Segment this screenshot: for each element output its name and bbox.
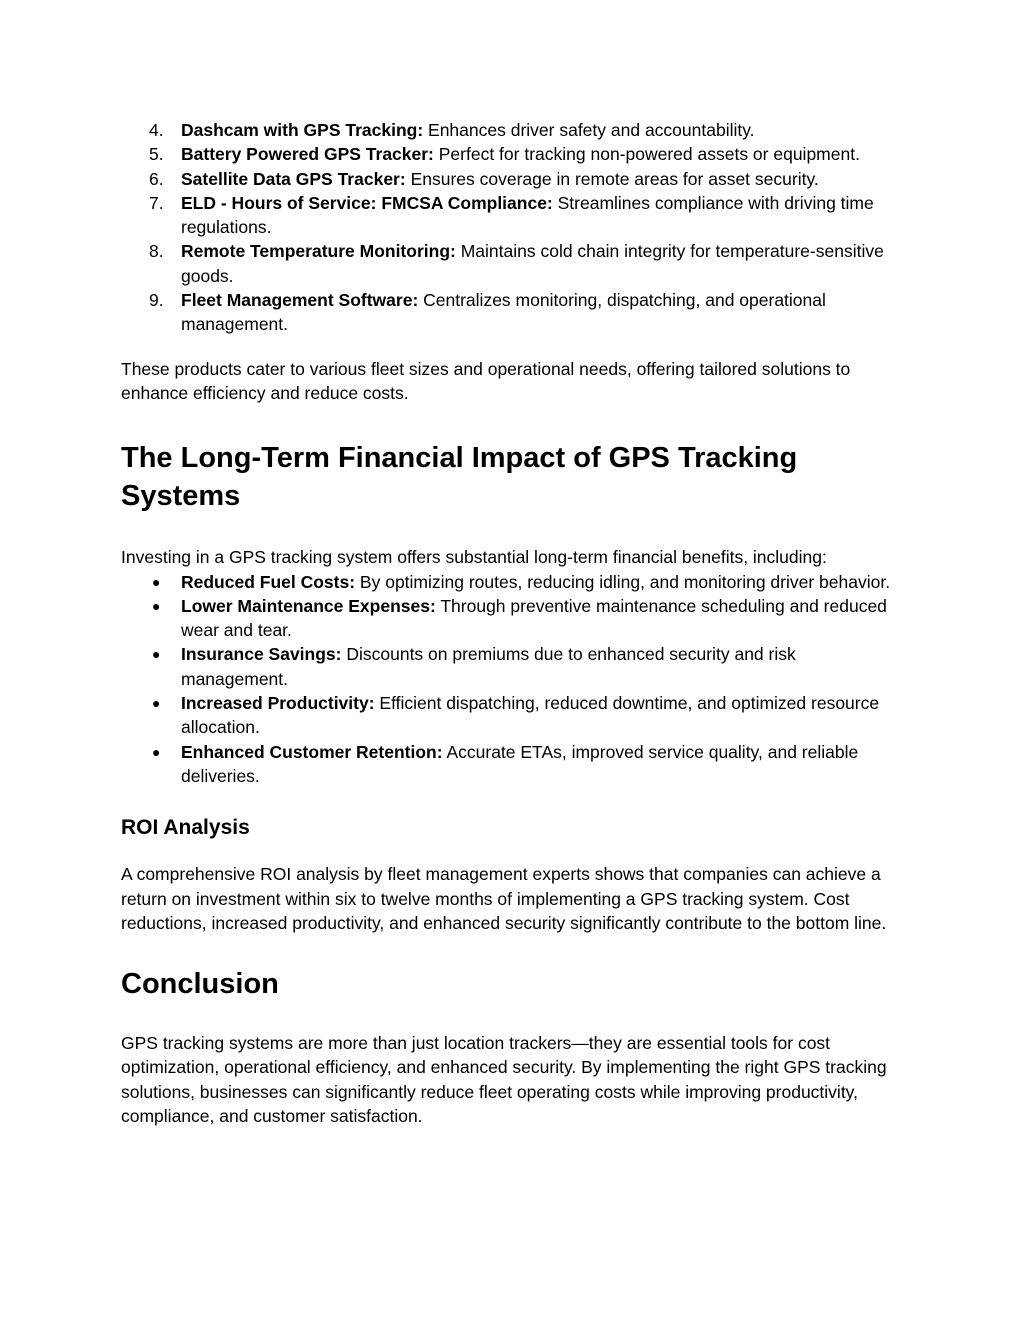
- list-item-term: Enhanced Customer Retention:: [181, 741, 443, 762]
- product-list: [121, 118, 901, 337]
- roi-analysis-heading: ROI Analysis: [121, 816, 250, 840]
- list-item-description: Perfect for tracking non-powered assets or equipment.: [433, 144, 860, 165]
- list-item-description: Maintains cold chain integrity for temperature-sensitive goods.: [181, 241, 884, 286]
- bullet-icon: ●: [152, 695, 161, 712]
- list-item-number: 8.: [149, 241, 164, 262]
- list-item-description: Enhances driver safety and accountability.: [423, 120, 755, 140]
- list-item-description: Efficient dispatching, reduced downtime, and optimized resource allocation.: [181, 693, 880, 738]
- list-item-term: Reduced Fuel Costs:: [181, 571, 356, 592]
- list-item-number: 9.: [149, 290, 164, 311]
- list-item-description: Centralizes monitoring, dispatching, and operational management.: [181, 290, 826, 335]
- bullet-icon: ●: [152, 743, 161, 760]
- list-item-term: Dashcam with GPS Tracking:: [181, 120, 424, 140]
- bullet-icon: ●: [152, 646, 161, 663]
- bullet-icon: ●: [152, 597, 161, 614]
- list-item-term: Insurance Savings:: [181, 644, 342, 665]
- list-item-description: Through preventive maintenance scheduling and reduced wear and tear.: [181, 595, 887, 641]
- financial-intro-paragraph: Investing in a GPS tracking system offers substantial long-term financial benefits, including:: [121, 547, 827, 568]
- list-item-description: By optimizing routes, reducing idling, and monitoring driver behavior.: [355, 571, 891, 592]
- list-item: [121, 118, 901, 142]
- list-item-description: Discounts on premiums due to enhanced security and risk management.: [181, 644, 796, 689]
- products-summary-paragraph: These products cater to various fleet sizes and operational needs, offering tailored solutions to enhance efficiency and reduce costs.: [121, 358, 851, 403]
- document-content: [121, 118, 901, 1128]
- conclusion-heading: Conclusion: [121, 968, 279, 1001]
- list-item-term: Fleet Management Software:: [181, 290, 419, 311]
- roi-analysis-paragraph: A comprehensive ROI analysis by fleet management experts shows that companies can achieve a return on investment within six to twelve months of implementing a GPS tracking system. Cost reductions, increased productivity, and enhanced security significantly contribute to the bottom line.: [121, 864, 887, 933]
- list-item-description: Streamlines compliance with driving time regulations.: [181, 192, 874, 238]
- list-item: [121, 239, 901, 288]
- list-item: [121, 167, 901, 191]
- bullet-icon: ●: [152, 573, 161, 590]
- list-item-description: Accurate ETAs, improved service quality, and reliable deliveries.: [181, 741, 859, 786]
- list-item: [121, 288, 901, 337]
- list-item-term: ELD - Hours of Service: FMCSA Compliance:: [181, 192, 553, 213]
- list-item-term: Battery Powered GPS Tracker:: [181, 144, 434, 165]
- list-item: [121, 142, 901, 166]
- list-item-description: Ensures coverage in remote areas for asset security.: [405, 168, 819, 189]
- list-item-number: 4.: [149, 120, 164, 140]
- conclusion-paragraph: GPS tracking systems are more than just location trackers—they are essential tools for cost optimization, operational efficiency, and enhanced security. By implementing the right GPS tracking solutions, businesses can significantly reduce fleet operating costs while improving productivity, compliance, and customer satisfaction.: [121, 1033, 887, 1127]
- list-item: [121, 570, 901, 594]
- list-item-term: Remote Temperature Monitoring:: [181, 241, 456, 262]
- benefits-list: [121, 570, 901, 789]
- list-item: [121, 191, 901, 240]
- list-item: [121, 691, 901, 740]
- list-item-number: 5.: [149, 144, 164, 165]
- list-item-term: Lower Maintenance Expenses:: [181, 595, 436, 616]
- list-item-number: 7.: [149, 192, 164, 213]
- list-item-term: Satellite Data GPS Tracker:: [181, 168, 406, 189]
- list-item: [121, 740, 901, 789]
- list-item-term: Increased Productivity:: [181, 693, 375, 714]
- list-item: [121, 594, 901, 643]
- financial-impact-heading: The Long-Term Financial Impact of GPS Tracking Systems: [121, 442, 798, 513]
- list-item-number: 6.: [149, 168, 164, 189]
- list-item: [121, 642, 901, 691]
